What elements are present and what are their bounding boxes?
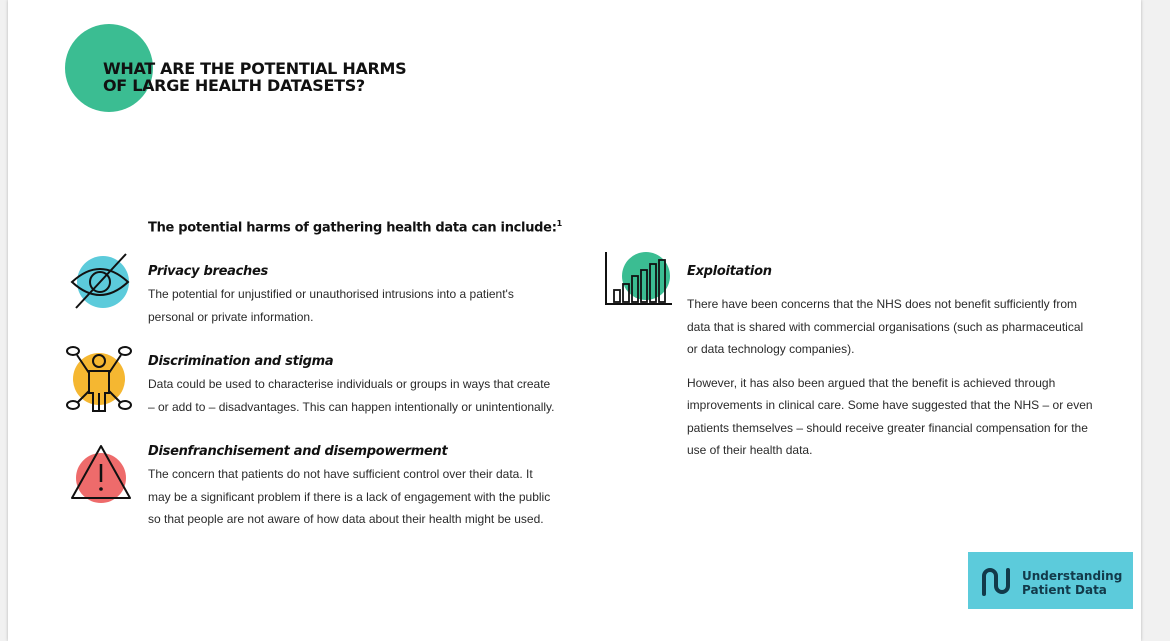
document-page (8, 0, 1141, 641)
logo-mark-icon (978, 564, 1014, 598)
logo-line-2: Patient Data (1022, 583, 1107, 597)
eye-crossed-icon (68, 250, 132, 314)
intro-label: The potential harms of gathering health data can include: (148, 220, 557, 236)
warning-triangle-icon (66, 440, 136, 506)
harm-description: Data could be used to characterise individuals or groups in ways that create – or add to – disadvantages. This can happen intentionally or unintentionally. (148, 377, 555, 414)
bar-chart-icon (602, 250, 674, 308)
title-line-1: WHAT ARE THE POTENTIAL HARMS (103, 59, 407, 78)
logo-line-1: Understanding (1022, 569, 1123, 583)
harm-exploitation (687, 264, 1127, 462)
intro-text (148, 219, 562, 235)
harm-disenfranchisement (148, 444, 588, 531)
harm-discrimination-stigma (148, 354, 588, 418)
harm-privacy-breaches (148, 264, 588, 328)
exploitation-paragraph-1: There have been concerns that the NHS does not benefit sufficiently from data that is shared with commercial organisations (such as pharmaceutical or data technology companies). (687, 297, 1084, 356)
harm-heading: Privacy breaches (148, 264, 268, 279)
title-line-2: OF LARGE HEALTH DATASETS? (103, 76, 365, 95)
bound-person-icon (65, 341, 135, 415)
page-title (103, 60, 463, 94)
harm-heading: Discrimination and stigma (148, 354, 334, 369)
understanding-patient-data-logo (968, 552, 1133, 609)
exploitation-paragraph-2: However, it has also been argued that the benefit is achieved through improvements in clinical care. Some have suggested that the NHS – or even patients themselves – should receive greater financial compensation for the use of their health data. (687, 375, 1093, 457)
harm-description: The concern that patients do not have sufficient control over their data. It may be a significant problem if there is a lack of engagement with the public so that people are not aware of how data about their health might be used. (148, 467, 551, 526)
harm-heading: Disenfranchisement and disempowerment (148, 444, 448, 459)
footnote-marker: 1 (556, 219, 562, 228)
harm-heading: Exploitation (687, 264, 772, 279)
harm-description: The potential for unjustified or unauthorised intrusions into a patient's personal or private information. (148, 287, 514, 324)
logo-text (1022, 569, 1132, 597)
